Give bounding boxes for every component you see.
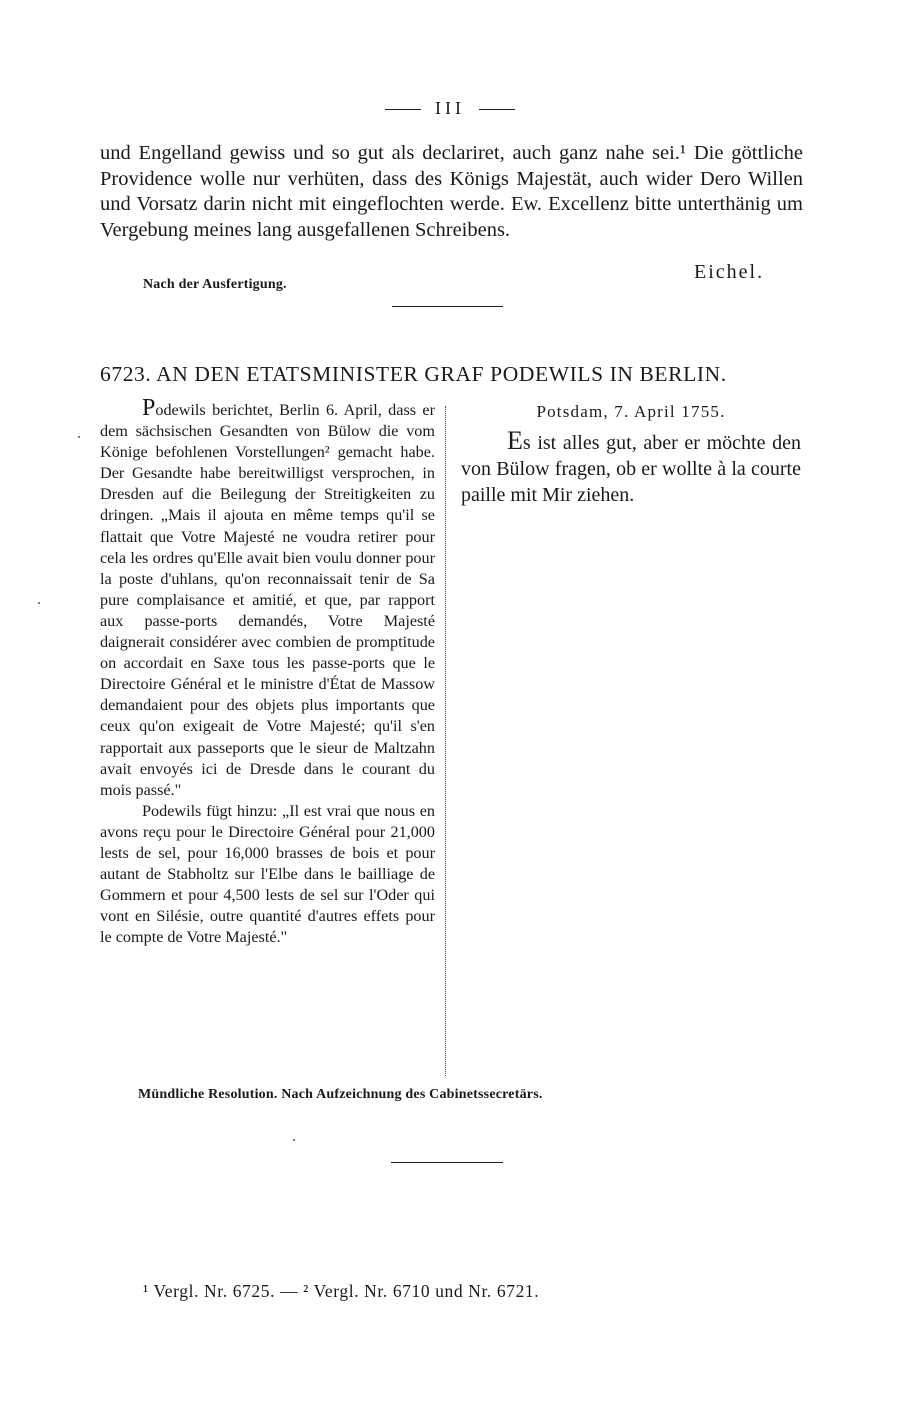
page-number	[0, 98, 900, 119]
letter-source-note: Nach der Ausfertigung.	[143, 277, 287, 292]
document-source-note: Mündliche Resolution. Nach Aufzeichnung des Cabinetssecretärs.	[138, 1087, 543, 1102]
letter-closing-text: und Engelland gewiss und so gut als declariret, auch ganz nahe sei.¹ Die göttliche Providence wolle nur verhüten, dass des Königs Majestät, auch wider Dero Willen und Vorsatz darin nicht mit eingeflochten werde. Ew. Excellenz bitte unterthänig um Vergebung meines lang ausgefallenen Schreibens.	[100, 142, 803, 241]
rescript-text: Es ist alles gut, aber er möchte den von Bülow fragen, ob er wollte à la courte paille mit Mir ziehen.	[461, 426, 801, 506]
document-heading: 6723. AN DEN ETATSMINISTER GRAF PODEWILS IN BERLIN.	[100, 362, 727, 386]
dateline: Potsdam, 7. April 1755.	[536, 402, 726, 421]
report-column	[100, 395, 435, 948]
signature: Eichel.	[694, 261, 765, 283]
report-paragraph: Podewils berichtet, Berlin 6. April, dass er dem sächsischen Gesandten von Bülow die vom Könige befohlenen Vorstellungen² gemacht habe. Der Gesandte habe bereitwilligst versprochen, in Dresden auf die Beilegung der Streitigkeiten zu dringen. „Mais il ajouta en même temps qu'il se flattait que Votre Majesté ne voudra retirer pour cela les ordres qu'Elle avait bien voulu donner pour la poste d'uhlans, qu'on reconnaissait tenir de Sa pure complaisance et amitié, et que, par rapport aux passe-ports demandés, Votre Majesté daignerait considérer avec combien de promptitude on accordait en Saxe tous les passe-ports que le Directoire Général et le ministre d'État de Massow demandaient pour des objets plus importants que ceux qu'on exigeait de Votre Majesté; qu'il s'en rapportait aux passeports que le sieur de Maltzahn avait envoyés ici de Dresde dans le courant du mois passé."	[100, 395, 435, 799]
column-divider	[445, 406, 446, 1076]
scan-speck	[38, 602, 40, 604]
scan-speck	[293, 1139, 295, 1141]
page-number-text: III	[435, 98, 465, 118]
page-number-dash-right	[479, 109, 515, 110]
section-divider-rule	[392, 306, 503, 307]
end-divider-rule	[391, 1162, 503, 1163]
scan-speck	[78, 436, 80, 438]
page-number-dash-left	[385, 109, 421, 110]
footnotes: ¹ Vergl. Nr. 6725. — ² Vergl. Nr. 6710 und Nr. 6721.	[143, 1281, 540, 1301]
letter-closing	[100, 141, 803, 243]
rescript-column	[461, 402, 801, 508]
report-paragraph: Podewils fügt hinzu: „Il est vrai que nous en avons reçu pour le Directoire Général pour 21,000 lests de sel, pour 16,000 brasses de bois et pour autant de Stabholtz sur l'Elbe dans le bailliage de Gommern et pour 4,500 lests de sel sur l'Oder qui vont en Silésie, outre quantité d'autres effets pour le compte de Votre Majesté."	[100, 801, 435, 947]
